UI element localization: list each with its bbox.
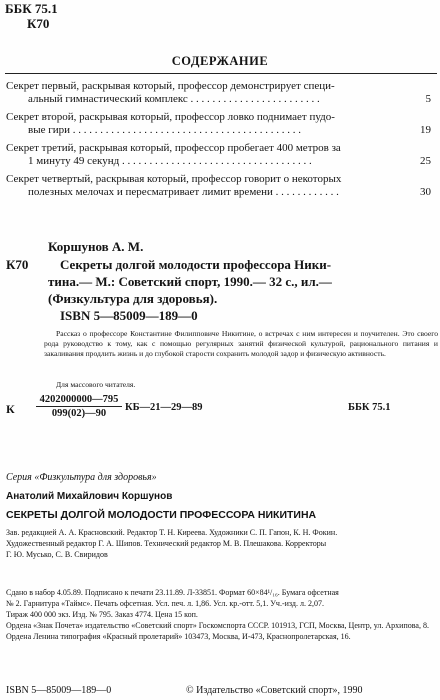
bbk-code: ББК 75.1: [5, 1, 58, 16]
catalog-description: [48, 256, 433, 324]
index-letter: К: [6, 402, 15, 416]
contents-entry-text: Секрет третий, раскрывая который, профессор пробегает 400 метров за: [6, 142, 341, 154]
contents-entry: [6, 142, 431, 168]
catalog-description-line: тина.— М.: Советский спорт, 1990.— 32 с., ил.—: [48, 274, 332, 289]
series-line: [6, 472, 157, 483]
index-numerator: 4202000000—795: [36, 393, 122, 407]
editors-line: Зав. редакцией А. А. Красновский. Редактор Т. Н. Киреева. Художники С. П. Гапон, К. Н. Фокин.: [6, 528, 338, 537]
editors-line: Художественный редактор Г. А. Шипов. Технический редактор М. В. Плешакова. Корректоры: [6, 539, 327, 548]
index-fraction: [36, 393, 122, 420]
contents-entry-text-cont: альный гимнастический комплекс . . . . . . . . . . . . . . . . . . . . . . . .: [28, 93, 320, 105]
author-mark: К70: [27, 16, 50, 31]
contents-list: [6, 80, 431, 204]
catalog-annotation: Рассказ о профессоре Константине Филипповиче Никитине, о встречах с ним интересен и поучителен. Это своего рода руководство к тому, как с помощью регулярных занятий физической культурой, рационального питания и закаливания продлить жизнь и до глубокой старости сохранить молодой задор и физическую активность.: [44, 329, 438, 358]
contents-entry-page: 30: [420, 186, 431, 198]
contents-title: СОДЕРЖАНИЕ: [171, 54, 269, 68]
kb-code: КБ—21—29—89: [125, 402, 203, 413]
catalog-description-line: (Физкультура для здоровья).: [48, 291, 218, 306]
contents-entry-text: Секрет первый, раскрывая который, профессор демонстрирует специ-: [6, 80, 335, 92]
index-denominator: 099(02)—90: [51, 408, 107, 419]
series-name: «Физкультура для здоровья»: [34, 472, 157, 483]
contents-divider: [5, 73, 437, 74]
series-label: Серия: [6, 472, 32, 483]
printing-block: [6, 587, 434, 642]
printing-line: Ордена «Знак Почета» издательство «Советский спорт» Госкомспорта СССР. 101913, ГСП, Москва, Центр, ул. Архипова, 8.: [6, 621, 429, 630]
author-full-name: Анатолий Михайлович Коршунов: [6, 491, 173, 502]
contents-entry-page: 19: [420, 124, 431, 136]
contents-entry: [6, 173, 431, 199]
printing-line: Сдано в набор 4.05.89. Подписано к печати 23.11.89. Л-33851. Формат 60×84¹/₁₆. Бумага офсетная: [6, 588, 339, 597]
contents-entry-text: Секрет второй, раскрывая который, профессор ловко поднимает пудо-: [6, 111, 335, 123]
contents-entry: [6, 111, 431, 137]
book-title: СЕКРЕТЫ ДОЛГОЙ МОЛОДОСТИ ПРОФЕССОРА НИКИТИНА: [6, 509, 317, 521]
contents-entry-text: Секрет четвертый, раскрывая который, профессор говорит о некоторых: [6, 173, 342, 185]
printing-line: Тираж 400 000 экз. Изд. № 795. Заказ 4774. Цена 15 коп.: [6, 610, 198, 619]
contents-entry-page: 5: [425, 93, 431, 105]
contents-entry: [6, 80, 431, 106]
catalog-audience: Для массового читателя.: [56, 380, 136, 389]
contents-entry-text-cont: полезных мелочах и пересматривает лимит времени . . . . . . . . . . . .: [28, 186, 339, 198]
isbn-footer: ISBN 5—85009—189—0: [6, 685, 112, 696]
editors-block: [6, 527, 434, 560]
catalog-isbn: ISBN 5—85009—189—0: [60, 308, 198, 323]
catalog-code: К70: [6, 257, 29, 272]
bbk-code-right: ББК 75.1: [348, 402, 391, 413]
copyright: © Издательство «Советский спорт», 1990: [186, 685, 363, 696]
catalog-description-line: Секреты долгой молодости профессора Ники-: [60, 257, 332, 272]
printing-line: № 2. Гарнитура «Таймс». Печать офсетная. Усл. печ. л. 1,86. Усл. кр.-отт. 5,1. Уч.-изд. л. 2,07.: [6, 599, 324, 608]
contents-entry-text-cont: вые гири . . . . . . . . . . . . . . . . . . . . . . . . . . . . . . . . . . . . . . . . . .: [28, 124, 302, 136]
editors-line: Г. Ю. Мусько, С. В. Свиридов: [6, 550, 108, 559]
printing-line: Ордена Ленина типография «Красный пролетарий» 103473, Москва, И-473, Краснопролетарская, 16.: [6, 632, 351, 641]
contents-entry-text-cont: 1 минуту 49 секунд . . . . . . . . . . . . . . . . . . . . . . . . . . . . . . . . . . .: [28, 155, 312, 167]
bbk-block: [5, 1, 58, 31]
catalog-author: Коршунов А. М.: [48, 239, 144, 254]
contents-entry-page: 25: [420, 155, 431, 167]
